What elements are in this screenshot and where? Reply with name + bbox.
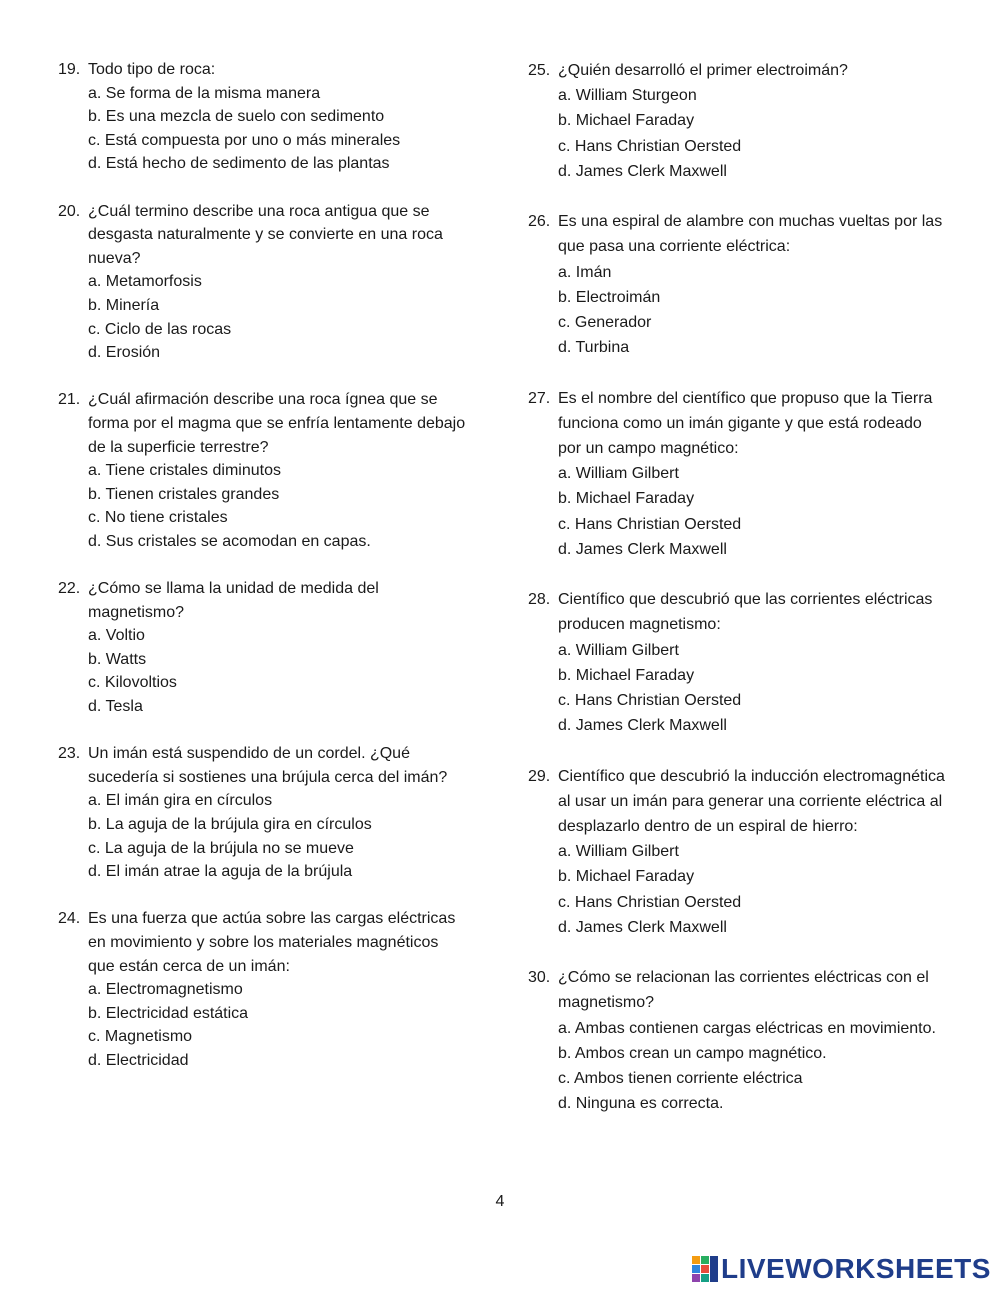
question-header [528,386,948,462]
answer-option-c[interactable]: c. La aguja de la brújula no se mueve [88,839,354,857]
question-header [528,209,948,259]
question-27 [528,386,948,562]
answer-option-a[interactable]: a. William Sturgeon [558,87,697,105]
question-header [58,58,468,82]
liveworksheets-logo [692,1254,991,1284]
question-text: Es una fuerza que actúa sobre las cargas eléctricas en movimiento y sobre los materiales magnéticos que están cerca de un imán: [88,910,456,975]
question-number: 29. [528,767,551,785]
question-text: Todo tipo de roca: [88,61,216,78]
answer-option-b[interactable]: b. Tienen cristales grandes [88,485,280,503]
answer-option-b[interactable]: b. Michael Faraday [558,868,695,886]
question-30 [528,965,948,1116]
answer-option-a[interactable]: a. Electromagnetismo [88,981,243,999]
answer-option-a[interactable]: a. Ambas contienen cargas eléctricas en movimiento. [558,1019,936,1037]
answer-option-b[interactable]: b. Minería [88,296,160,314]
answer-option-a[interactable]: a. William Gilbert [558,843,679,861]
question-text: Científico que descubrió que las corrientes eléctricas producen magnetismo: [558,591,933,634]
question-25 [528,58,948,184]
question-text: ¿Cuál termino describe una roca antigua que se desgasta naturalmente y se convierte en una roca nueva? [88,202,443,267]
question-text: ¿Quién desarrolló el primer electroimán? [558,62,848,79]
question-header [58,907,468,978]
liveworksheets-logo-icon [692,1256,718,1282]
answer-option-a[interactable]: a. Voltio [88,627,145,645]
answer-option-d[interactable]: d. Tesla [88,698,143,716]
answer-option-a[interactable]: a. William Gilbert [558,465,679,483]
question-header [58,742,468,789]
question-21 [58,388,468,553]
answer-option-c[interactable]: c. Hans Christian Oersted [558,515,742,533]
answer-option-d[interactable]: d. Ninguna es correcta. [558,1095,724,1113]
answer-option-b[interactable]: b. Michael Faraday [558,666,695,684]
question-header [528,965,948,1015]
answer-option-d[interactable]: d. El imán atrae la aguja de la brújula [88,863,353,881]
question-number: 28. [528,591,551,609]
answer-option-b[interactable]: b. Es una mezcla de suelo con sedimento [88,108,385,126]
question-header [58,577,468,624]
question-number: 23. [58,745,81,763]
question-header [528,764,948,840]
question-text: ¿Cuál afirmación describe una roca ígnea que se forma por el magma que se enfría lentamente debajo de la superficie terrestre? [88,391,466,456]
answer-option-d[interactable]: d. Electricidad [88,1051,189,1069]
question-20 [58,200,468,365]
answer-option-b[interactable]: b. Michael Faraday [558,490,695,508]
answer-option-d[interactable]: d. James Clerk Maxwell [558,717,727,735]
answer-option-a[interactable]: a. Tiene cristales diminutos [88,462,281,480]
answer-option-b[interactable]: b. Ambos crean un campo magnético. [558,1044,827,1062]
question-26 [528,209,948,360]
answer-option-c[interactable]: c. Generador [558,314,652,332]
question-text: Es el nombre del científico que propuso que la Tierra funciona como un imán gigante y que está rodeado por un campo magnético: [558,389,933,458]
answer-option-c[interactable]: c. Ciclo de las rocas [88,320,232,338]
question-number: 24. [58,910,81,928]
question-number: 22. [58,580,81,598]
right-question-column [528,58,948,1116]
question-number: 19. [58,61,81,78]
question-text: ¿Cómo se llama la unidad de medida del magnetismo? [88,580,379,621]
question-number: 20. [58,202,81,220]
question-28 [528,587,948,738]
answer-option-c[interactable]: c. Ambos tienen corriente eléctrica [558,1070,803,1088]
question-number: 21. [58,391,81,409]
question-header [528,587,948,637]
question-header [58,200,468,271]
question-number: 30. [528,969,551,987]
answer-option-b[interactable]: b. Watts [88,650,147,668]
answer-option-a[interactable]: a. William Gilbert [558,641,679,659]
question-text: ¿Cómo se relacionan las corrientes eléctricas con el magnetismo? [558,969,929,1012]
answer-option-a[interactable]: a. Se forma de la misma manera [88,84,321,102]
question-number: 26. [528,213,551,231]
liveworksheets-logo-text: LIVEWORKSHEETS [721,1253,991,1284]
left-question-column [58,58,468,1073]
question-text: Científico que descubrió la inducción electromagnética al usar un imán para generar una corriente eléctrica al desplazarlo dentro de un espiral de hierro: [558,767,945,836]
answer-option-d[interactable]: d. Sus cristales se acomodan en capas. [88,532,371,550]
question-24 [58,907,468,1072]
answer-option-b[interactable]: b. La aguja de la brújula gira en círculos [88,816,372,833]
answer-option-c[interactable]: c. Está compuesta por uno o más minerales [88,131,401,149]
question-header [528,58,948,83]
answer-option-a[interactable]: a. Metamorfosis [88,273,202,291]
answer-option-b[interactable]: b. Electricidad estática [88,1004,249,1022]
answer-option-d[interactable]: d. Turbina [558,339,630,357]
question-number: 27. [528,389,551,407]
answer-option-a[interactable]: a. Imán [558,263,612,281]
answer-option-d[interactable]: d. James Clerk Maxwell [558,162,727,180]
answer-option-c[interactable]: c. Magnetismo [88,1028,193,1046]
answer-option-d[interactable]: d. Erosión [88,344,161,362]
question-text: Es una espiral de alambre con muchas vueltas por las que pasa una corriente eléctrica: [558,213,943,256]
answer-option-c[interactable]: c. Kilovoltios [88,674,177,692]
answer-option-c[interactable]: c. Hans Christian Oersted [558,692,742,710]
page-number: 4 [495,1193,505,1210]
question-29 [528,764,948,940]
answer-option-c[interactable]: c. Hans Christian Oersted [558,137,742,155]
answer-option-a[interactable]: a. El imán gira en círculos [88,792,273,810]
question-22 [58,577,468,719]
answer-option-d[interactable]: d. James Clerk Maxwell [558,918,727,936]
answer-option-b[interactable]: b. Electroimán [558,288,661,306]
question-header [58,388,468,459]
question-19 [58,58,468,176]
answer-option-b[interactable]: b. Michael Faraday [558,112,695,130]
answer-option-c[interactable]: c. Hans Christian Oersted [558,893,742,911]
answer-option-c[interactable]: c. No tiene cristales [88,509,228,527]
answer-option-d[interactable]: d. James Clerk Maxwell [558,540,727,558]
question-23 [58,742,468,884]
question-text: Un imán está suspendido de un cordel. ¿Qué sucedería si sostienes una brújula cerca del imán? [88,745,448,786]
question-number: 25. [528,62,551,79]
answer-option-d[interactable]: d. Está hecho de sedimento de las plantas [88,155,390,173]
